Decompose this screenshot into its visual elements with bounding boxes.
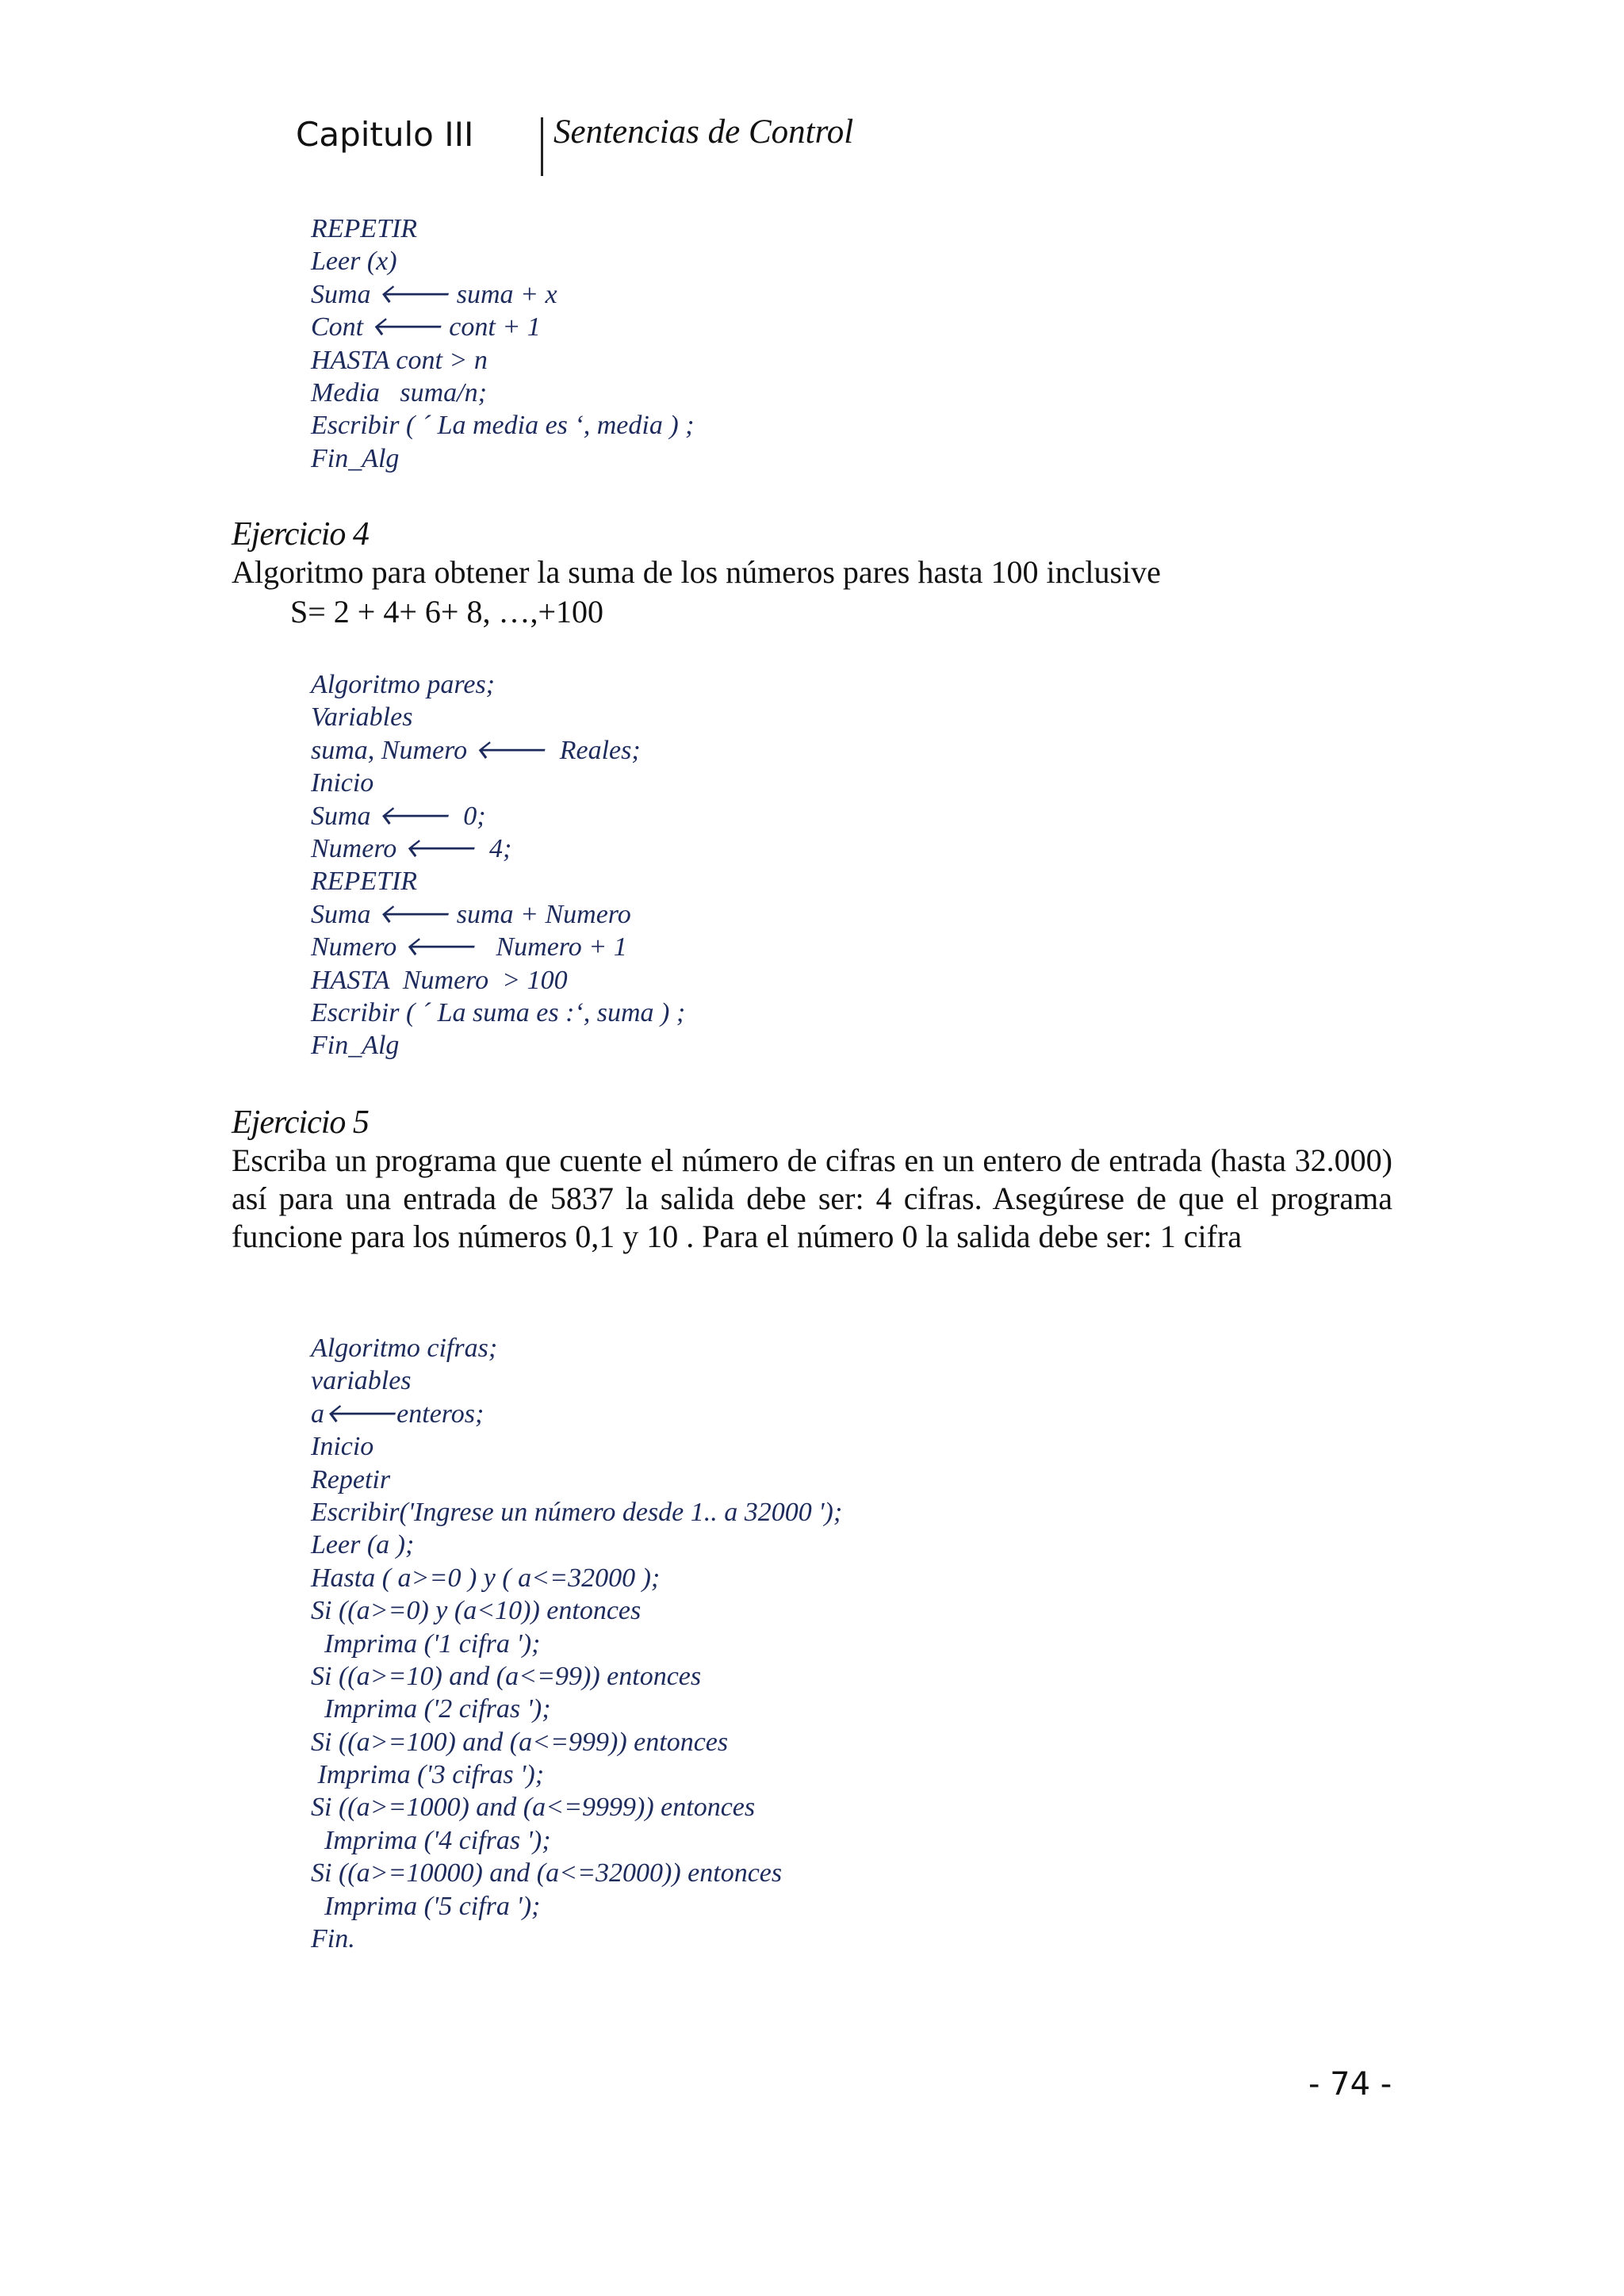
code-line: Si ((a>=100) and (a<=999)) entonces xyxy=(311,1727,729,1757)
code-line: Repetir xyxy=(311,1464,391,1494)
code-line: Fin_Alg xyxy=(311,443,400,473)
code-line: Imprima ('1 cifra '); xyxy=(311,1628,541,1659)
code-line: REPETIR xyxy=(311,867,418,897)
section-title: Sentencias de Control xyxy=(553,113,854,151)
code-line: Hasta ( a>=0 ) y ( a<=32000 ); xyxy=(311,1563,661,1593)
code-line: Leer (x) xyxy=(311,247,397,277)
code-block-ejercicio-5 xyxy=(311,1332,842,1955)
code-line: Imprima ('3 cifras '); xyxy=(311,1760,545,1790)
code-line: Inicio xyxy=(311,768,374,798)
code-line: Algoritmo cifras; xyxy=(311,1334,498,1363)
code-line: Fin. xyxy=(311,1924,355,1954)
code-line: Escribir ( ´ La media es ‘, media ) ; xyxy=(311,411,695,441)
code-line: Imprima ('5 cifra '); xyxy=(311,1891,541,1921)
code-block-1 xyxy=(311,212,694,475)
code-line: suma, Numero 🡐 Reales; xyxy=(311,735,641,765)
code-line: Si ((a>=1000) and (a<=9999)) entonces xyxy=(311,1793,756,1823)
code-line: variables xyxy=(311,1366,412,1396)
code-block-ejercicio-4 xyxy=(311,668,685,1062)
code-line: Si ((a>=0) y (a<10)) entonces xyxy=(311,1596,642,1626)
ejercicio-5-heading: Ejercicio 5 xyxy=(232,1104,369,1141)
code-line: Leer (a ); xyxy=(311,1530,415,1560)
ejercicio-4-description: Algoritmo para obtener la suma de los números pares hasta 100 inclusive xyxy=(232,554,1161,590)
ejercicio-4-formula: S= 2 + 4+ 6+ 8, …,+100 xyxy=(290,594,604,629)
code-line: Imprima ('4 cifras '); xyxy=(311,1825,551,1855)
code-line: Si ((a>=10) and (a<=99)) entonces xyxy=(311,1661,702,1691)
page-number: - 74 - xyxy=(1308,2066,1392,2103)
code-line: Suma 🡐 suma + x xyxy=(311,279,557,309)
code-line: Imprima ('2 cifras '); xyxy=(311,1694,551,1724)
code-line: Algoritmo pares; xyxy=(311,670,496,699)
code-line: Suma 🡐 0; xyxy=(311,801,486,831)
chapter-label: Capitulo III xyxy=(296,115,474,154)
header-divider xyxy=(541,117,543,176)
code-line: Media suma/n; xyxy=(311,377,487,408)
code-line: HASTA cont > n xyxy=(311,345,488,375)
code-line: Numero 🡐 Numero + 1 xyxy=(311,932,627,962)
code-line: Escribir ( ´ La suma es :‘, suma ) ; xyxy=(311,997,686,1027)
code-line: Fin_Alg xyxy=(311,1031,400,1061)
code-line: Suma 🡐 suma + Numero xyxy=(311,899,631,929)
code-line: REPETIR xyxy=(311,214,418,243)
ejercicio-4-heading: Ejercicio 4 xyxy=(232,516,369,553)
code-line: HASTA Numero > 100 xyxy=(311,965,568,995)
code-line: a🡐enteros; xyxy=(311,1399,485,1429)
code-line: Si ((a>=10000) and (a<=32000)) entonces xyxy=(311,1858,783,1888)
ejercicio-5-description: Escriba un programa que cuente el número de cifras en un entero de entrada (hasta 32.000) así para una entrada de 5837 la salida debe ser: 4 cifras. Asegúrese de que el programa funcione para los números 0,1 y 10 . Para el número 0 la salida debe ser: 1 cifra xyxy=(232,1142,1392,1254)
code-line: Variables xyxy=(311,702,413,733)
code-line: Escribir('Ingrese un número desde 1.. a 32000 '); xyxy=(311,1497,843,1527)
code-line: Inicio xyxy=(311,1432,374,1462)
code-line: Numero 🡐 4; xyxy=(311,833,512,863)
code-line: Cont 🡐 cont + 1 xyxy=(311,312,541,342)
